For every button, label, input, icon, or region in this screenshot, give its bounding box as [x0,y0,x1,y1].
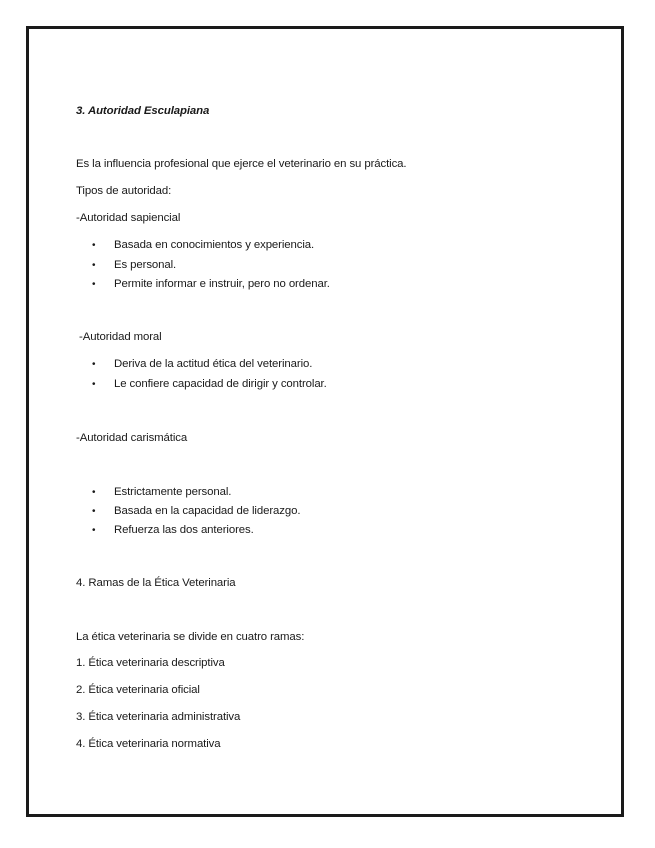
bullet-icon: • [92,525,96,536]
branch-item-1: 1. Ética veterinaria descriptiva [76,657,225,669]
bullet-icon: • [92,359,96,370]
moral-bullet-1: • Deriva de la actitud ética del veterinario. [92,358,313,370]
sapiencial-bullet-3: • Permite informar e instruir, pero no ordenar. [92,278,330,290]
sapiencial-bullet-2: • Es personal. [92,259,177,271]
carismatica-bullet-3: • Refuerza las dos anteriores. [92,524,254,536]
bullet-icon: • [92,240,96,251]
carismatica-bullet-1: • Estrictamente personal. [92,486,232,498]
authority-types-label: Tipos de autoridad: [76,185,172,197]
bullet-icon: • [92,279,96,290]
moral-bullet-2: • Le confiere capacidad de dirigir y controlar. [92,378,327,390]
branch-item-3: 3. Ética veterinaria administrativa [76,711,241,723]
section-3-title: 3. Autoridad Esculapiana [76,105,210,117]
moral-heading: -Autoridad moral [79,331,162,343]
sapiencial-bullet-1: • Basada en conocimientos y experiencia. [92,239,315,251]
sapiencial-heading: -Autoridad sapiencial [76,212,181,224]
carismatica-bullet-2: • Basada en la capacidad de liderazgo. [92,505,301,517]
section-4-title: 4. Ramas de la Ética Veterinaria [76,577,236,589]
section-3-intro: Es la influencia profesional que ejerce el veterinario en su práctica. [76,158,407,170]
bullet-icon: • [92,260,96,271]
carismatica-heading: -Autoridad carismática [76,432,188,444]
bullet-icon: • [92,506,96,517]
branch-item-2: 2. Ética veterinaria oficial [76,684,200,696]
page-border [26,26,624,817]
branch-item-4: 4. Ética veterinaria normativa [76,738,221,750]
bullet-icon: • [92,379,96,390]
section-4-intro: La ética veterinaria se divide en cuatro ramas: [76,631,305,643]
bullet-icon: • [92,487,96,498]
